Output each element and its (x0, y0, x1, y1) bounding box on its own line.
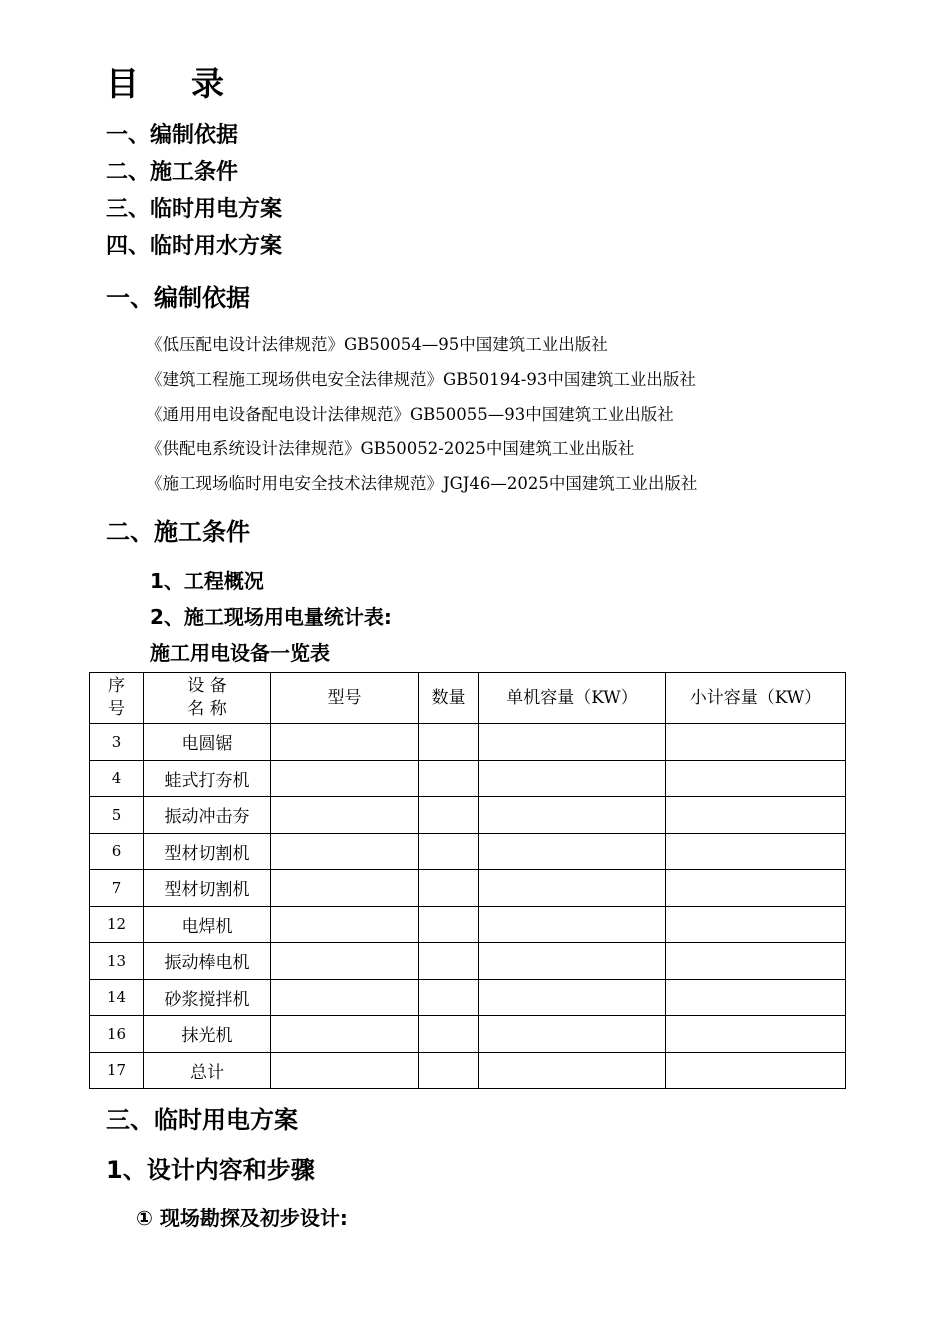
cell-unit-capacity (479, 943, 666, 980)
section-heading: 一、编制依据 (106, 284, 250, 312)
cell-unit-capacity (479, 760, 666, 797)
cell-name: 型材切割机 (144, 833, 271, 870)
cell-subtotal-capacity (666, 870, 846, 907)
cell-seq: 7 (90, 870, 144, 907)
cell-model (271, 979, 419, 1016)
cell-name: 电焊机 (144, 906, 271, 943)
cell-qty (419, 724, 479, 761)
reference-item: 《供配电系统设计法律规范》GB50052-2025中国建筑工业出版社 (146, 439, 635, 458)
table-header-row (90, 673, 846, 724)
table-row (90, 797, 846, 834)
cell-model (271, 906, 419, 943)
cell-qty (419, 979, 479, 1016)
table-title: 施工用电设备一览表 (150, 641, 330, 665)
cell-subtotal-capacity (666, 724, 846, 761)
table-row (90, 760, 846, 797)
cell-subtotal-capacity (666, 979, 846, 1016)
header-name: 设 备 名 称 (144, 673, 271, 724)
reference-item: 《低压配电设计法律规范》GB50054—95中国建筑工业出版社 (146, 335, 608, 354)
reference-item: 《通用用电设备配电设计法律规范》GB50055—93中国建筑工业出版社 (146, 405, 674, 424)
cell-name: 振动冲击夯 (144, 797, 271, 834)
table-row (90, 906, 846, 943)
cell-qty (419, 833, 479, 870)
cell-subtotal-capacity (666, 1016, 846, 1053)
cell-seq: 3 (90, 724, 144, 761)
table-row (90, 1016, 846, 1053)
cell-qty (419, 870, 479, 907)
cell-subtotal-capacity (666, 1052, 846, 1089)
cell-model (271, 1052, 419, 1089)
cell-unit-capacity (479, 979, 666, 1016)
cell-qty (419, 797, 479, 834)
reference-item: 《建筑工程施工现场供电安全法律规范》GB50194-93中国建筑工业出版社 (146, 370, 696, 389)
cell-seq: 4 (90, 760, 144, 797)
cell-qty (419, 760, 479, 797)
cell-qty (419, 906, 479, 943)
cell-qty (419, 1016, 479, 1053)
cell-qty (419, 1052, 479, 1089)
cell-subtotal-capacity (666, 797, 846, 834)
header-seq: 序 号 (90, 673, 144, 724)
toc-item: 三、临时用电方案 (106, 197, 283, 222)
cell-model (271, 833, 419, 870)
cell-model (271, 760, 419, 797)
table-row (90, 1052, 846, 1089)
cell-unit-capacity (479, 797, 666, 834)
step-heading: ① 现场勘探及初步设计: (136, 1206, 348, 1230)
toc-item: 二、施工条件 (106, 160, 239, 185)
cell-model (271, 943, 419, 980)
cell-model (271, 870, 419, 907)
cell-subtotal-capacity (666, 833, 846, 870)
cell-seq: 17 (90, 1052, 144, 1089)
equipment-table (89, 672, 846, 1089)
cell-seq: 14 (90, 979, 144, 1016)
cell-unit-capacity (479, 1016, 666, 1053)
cell-subtotal-capacity (666, 943, 846, 980)
subsection-heading: 1、工程概况 (150, 569, 264, 593)
cell-name: 型材切割机 (144, 870, 271, 907)
cell-seq: 13 (90, 943, 144, 980)
cell-seq: 6 (90, 833, 144, 870)
reference-item: 《施工现场临时用电安全技术法律规范》JGJ46—2025中国建筑工业出版社 (146, 474, 698, 493)
cell-qty (419, 943, 479, 980)
cell-name: 蛙式打夯机 (144, 760, 271, 797)
cell-unit-capacity (479, 724, 666, 761)
table-row (90, 724, 846, 761)
header-model: 型号 (271, 673, 419, 724)
cell-model (271, 1016, 419, 1053)
cell-seq: 5 (90, 797, 144, 834)
subsection-heading: 2、施工现场用电量统计表: (150, 605, 392, 629)
toc-item: 一、编制依据 (106, 123, 239, 148)
cell-name: 电圆锯 (144, 724, 271, 761)
header-qty: 数量 (419, 673, 479, 724)
section-heading: 二、施工条件 (106, 518, 250, 546)
cell-model (271, 797, 419, 834)
cell-unit-capacity (479, 1052, 666, 1089)
section-heading: 三、临时用电方案 (106, 1106, 298, 1134)
cell-seq: 16 (90, 1016, 144, 1053)
toc-item: 四、临时用水方案 (106, 234, 283, 259)
subsection-heading: 1、设计内容和步骤 (106, 1156, 315, 1184)
cell-unit-capacity (479, 870, 666, 907)
page-title: 目 录 (106, 64, 226, 103)
cell-model (271, 724, 419, 761)
table-row (90, 870, 846, 907)
cell-name: 抹光机 (144, 1016, 271, 1053)
cell-unit-capacity (479, 906, 666, 943)
table-row (90, 979, 846, 1016)
header-subtotal-capacity: 小计容量（KW） (666, 673, 846, 724)
cell-subtotal-capacity (666, 906, 846, 943)
table-row (90, 833, 846, 870)
cell-name: 砂浆搅拌机 (144, 979, 271, 1016)
header-unit-capacity: 单机容量（KW） (479, 673, 666, 724)
cell-name: 振动棒电机 (144, 943, 271, 980)
cell-unit-capacity (479, 833, 666, 870)
cell-seq: 12 (90, 906, 144, 943)
table-row (90, 943, 846, 980)
cell-subtotal-capacity (666, 760, 846, 797)
cell-name: 总计 (144, 1052, 271, 1089)
